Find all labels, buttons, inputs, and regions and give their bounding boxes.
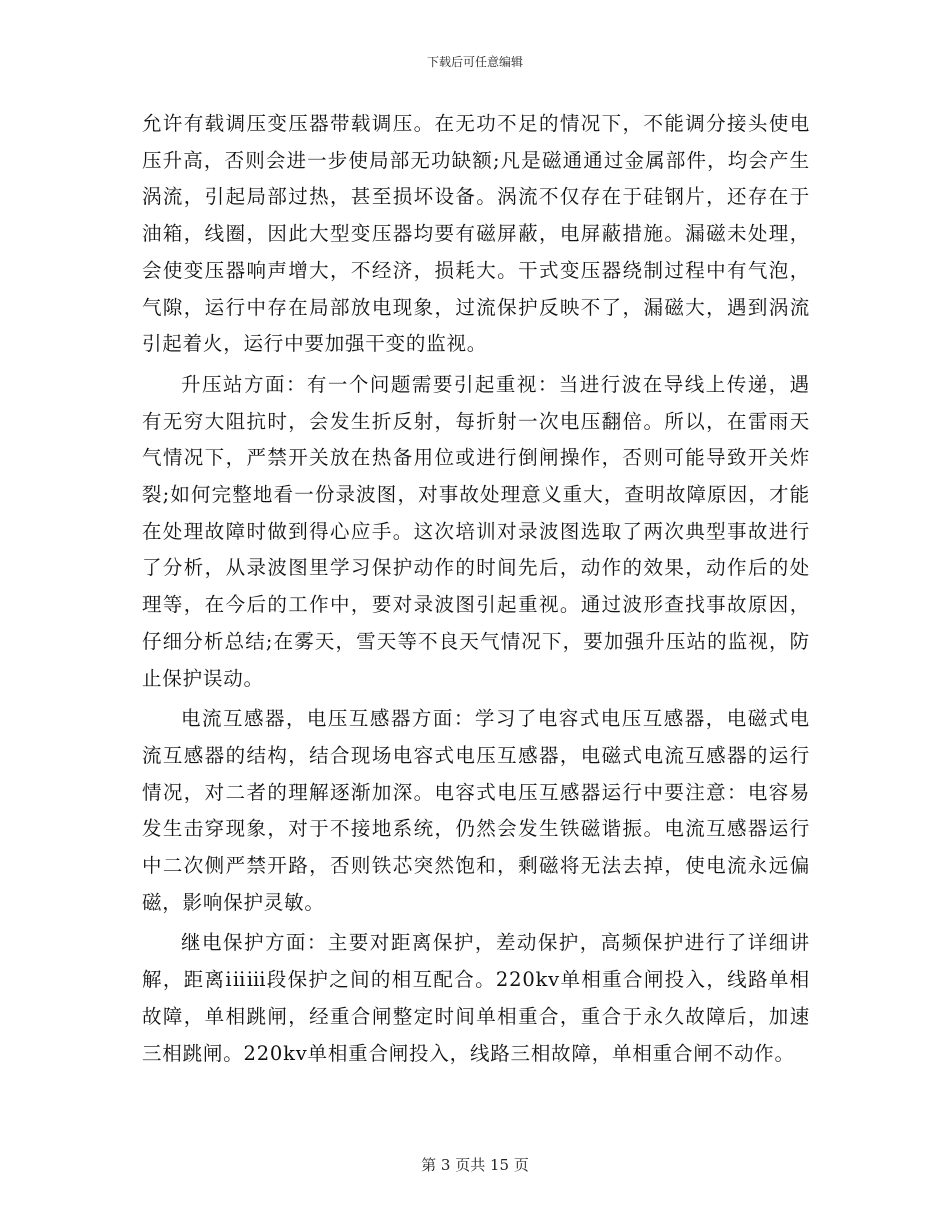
document-body [142, 106, 810, 1076]
paragraph-transformers: 电流互感器，电压互感器方面：学习了电容式电压互感器，电磁式电流互感器的结构，结合现场电容式电压互感器，电磁式电流互感器的运行情况，对二者的理解逐渐加深。电容式电压互感器运行中要注意：电容易发生击穿现象，对于不接地系统，仍然会发生铁磁谐振。电流互感器运行中二次侧严禁开路，否则铁芯突然饱和，剩磁将无法去掉，使电流永远偏磁，影响保护灵敏。 [142, 707, 810, 914]
paragraph-substation: 升压站方面：有一个问题需要引起重视：当进行波在导线上传递，遇有无穷大阻抗时，会发生折反射，每折射一次电压翻倍。所以，在雷雨天气情况下，严禁开关放在热备用位或进行倒闸操作，否则可能导致开关炸裂;如何完整地看一份录波图，对事故处理意义重大，查明故障原因，才能在处理故障时做到得心应手。这次培训对录波图选取了两次典型事故进行了分析，从录波图里学习保护动作的时间先后，动作的效果，动作后的处理等，在今后的工作中，要对录波图引起重视。通过波形查找事故原因，仔细分析总结;在雾天，雪天等不良天气情况下，要加强升压站的监视，防止保护误动。 [142, 372, 810, 690]
paragraph-relay-protection: 继电保护方面：主要对距离保护，差动保护，高频保护进行了详细讲解，距离ⅰⅱⅲ段保护之间的相互配合。220kv单相重合闸投入，线路单相故障，单相跳闸，经重合闸整定时间单相重合，重合于永久故障后，加速三相跳闸。220kv单相重合闸投入，线路三相故障，单相重合闸不动作。 [142, 931, 810, 1065]
paragraph-continuation: 允许有载调压变压器带载调压。在无功不足的情况下，不能调分接头使电压升高，否则会进一步使局部无功缺额;凡是磁通通过金属部件，均会产生涡流，引起局部过热，甚至损坏设备。涡流不仅存在于硅钢片，还存在于油箱，线圈，因此大型变压器均要有磁屏蔽，电屏蔽措施。漏磁未处理，会使变压器响声增大，不经济，损耗大。干式变压器绕制过程中有气泡，气隙，运行中存在局部放电现象，过流保护反映不了，漏磁大，遇到涡流引起着火，运行中要加强干变的监视。 [142, 112, 810, 356]
page-footer: 第 3 页共 15 页 [421, 1156, 529, 1174]
page-header: 下载后可任意编辑 [426, 55, 523, 69]
